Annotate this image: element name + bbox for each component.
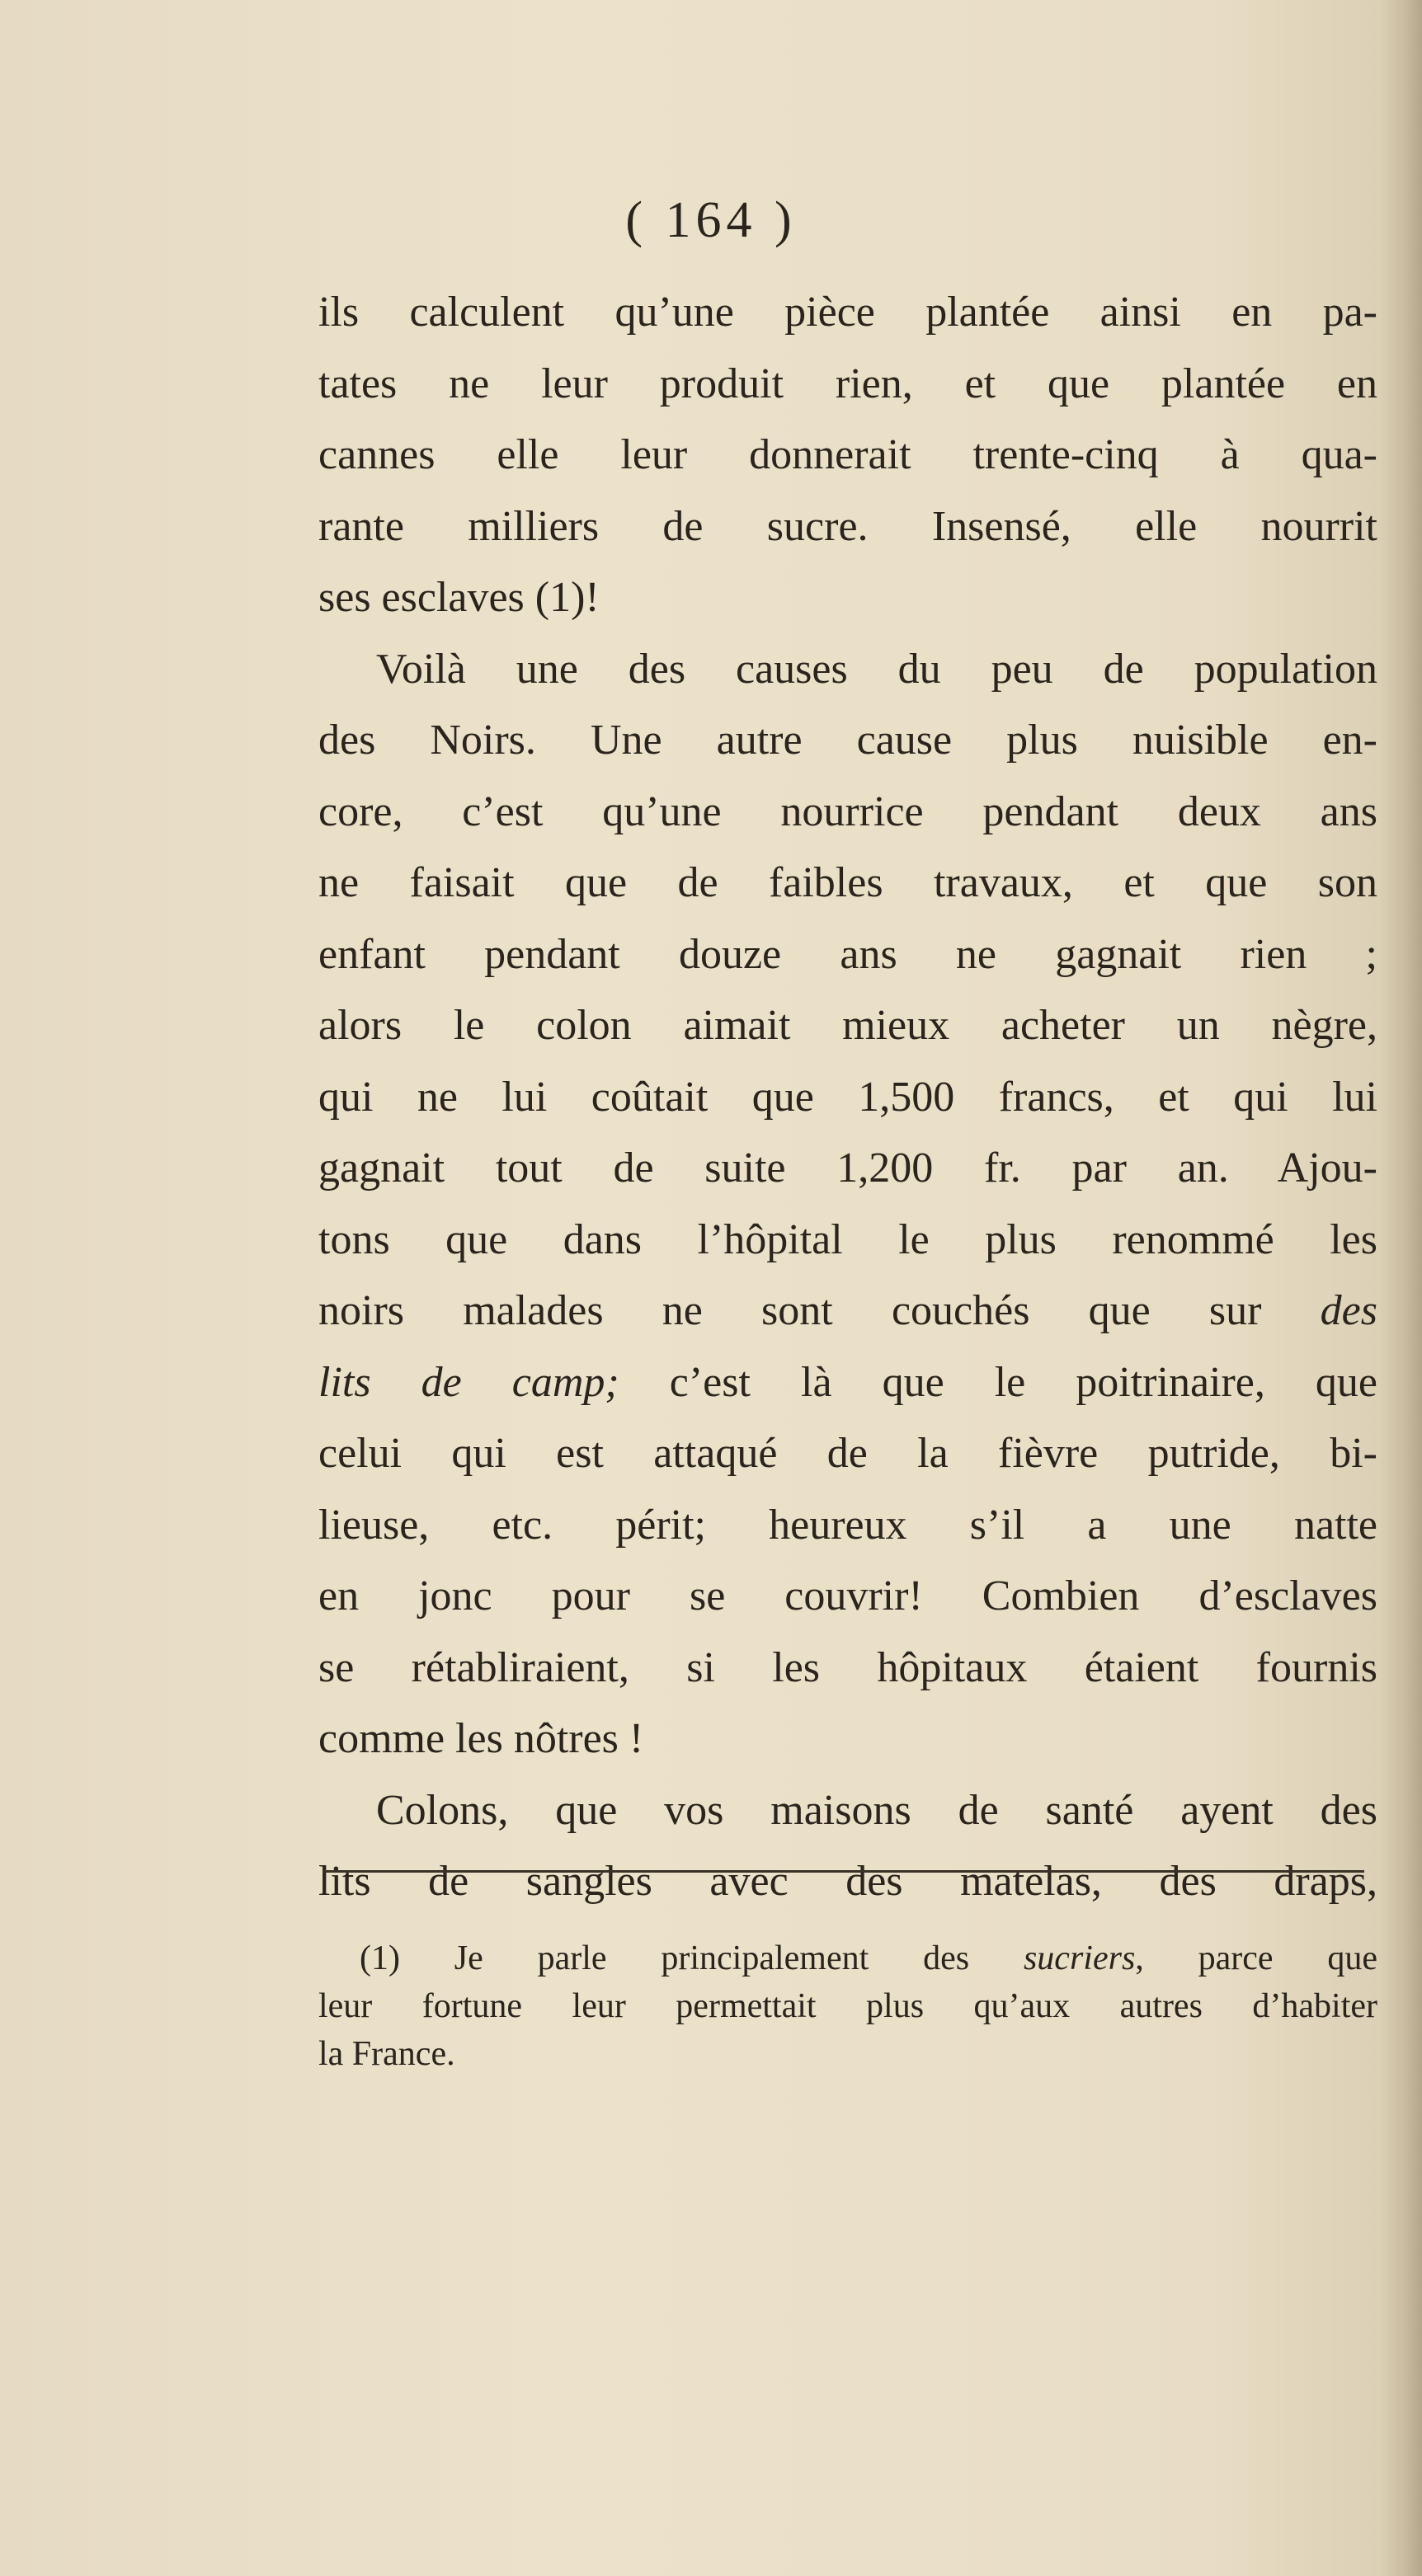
- text-line-with-italic: [318, 1347, 1377, 1419]
- text-line: celui qui est attaqué de la fièvre putride, bi-: [318, 1430, 1377, 1477]
- italic-run: lits de camp;: [318, 1358, 619, 1406]
- text-line: des Noirs. Une autre cause plus nuisible en-: [318, 717, 1377, 764]
- text-line: ils calculent qu’une pièce plantée ainsi en pa-: [318, 289, 1377, 336]
- page-edge-shadow: [1379, 0, 1422, 2576]
- text-line: Voilà une des causes du peu de population: [376, 645, 1377, 693]
- text-line: lits de sangles avec des matelas, des draps,: [318, 1858, 1377, 1905]
- text-line: se rétabliraient, si les hôpitaux étaient fournis: [318, 1643, 1377, 1691]
- text-line: tates ne leur produit rien, et que plantée en: [318, 360, 1377, 407]
- text-run: c’est là que le poitrinaire, que: [669, 1358, 1378, 1406]
- text-line: Colons, que vos maisons de santé ayent des: [376, 1786, 1377, 1834]
- footnote-rule: [323, 1870, 1364, 1873]
- text-line: comme les nôtres !: [318, 1715, 644, 1762]
- text-run: , parce que: [1135, 1939, 1378, 1977]
- text-line-with-italic: [318, 1276, 1377, 1347]
- text-line: cannes elle leur donnerait trente-cinq à qua-: [318, 431, 1377, 478]
- italic-run: des: [1320, 1287, 1377, 1334]
- text-line: ne faisait que de faibles travaux, et que son: [318, 859, 1377, 906]
- text-line: lieuse, etc. périt; heureux s’il a une natte: [318, 1501, 1377, 1549]
- footnote-line: la France.: [318, 2035, 455, 2073]
- text-line: ses esclaves (1)!: [318, 574, 600, 621]
- text-line: enfant pendant douze ans ne gagnait rien ;: [318, 930, 1377, 978]
- text-line: qui ne lui coûtait que 1,500 francs, et qui lui: [318, 1073, 1377, 1121]
- text-line: gagnait tout de suite 1,200 fr. par an. Ajou-: [318, 1145, 1377, 1192]
- text-line: rante milliers de sucre. Insensé, elle nourrit: [318, 502, 1377, 550]
- text-line: tons que dans l’hôpital le plus renommé les: [318, 1215, 1377, 1263]
- page-number: ( 164 ): [625, 192, 797, 248]
- footnote: [318, 1934, 1377, 2078]
- text-line: alors le colon aimait mieux acheter un nègre,: [318, 1002, 1377, 1049]
- body-text: [318, 277, 1377, 1918]
- footnote-line: leur fortune leur permettait plus qu’aux autres d’habiter: [318, 1987, 1377, 2025]
- text-line: en jonc pour se couvrir! Combien d’esclaves: [318, 1572, 1377, 1619]
- text-line: core, c’est qu’une nourrice pendant deux ans: [318, 787, 1377, 835]
- text-run: (1) Je parle principalement des: [360, 1939, 970, 1977]
- text-run: noirs malades ne sont couchés que sur: [318, 1287, 1262, 1334]
- italic-run: sucriers: [1023, 1939, 1136, 1977]
- footnote-line: [318, 1934, 1377, 1982]
